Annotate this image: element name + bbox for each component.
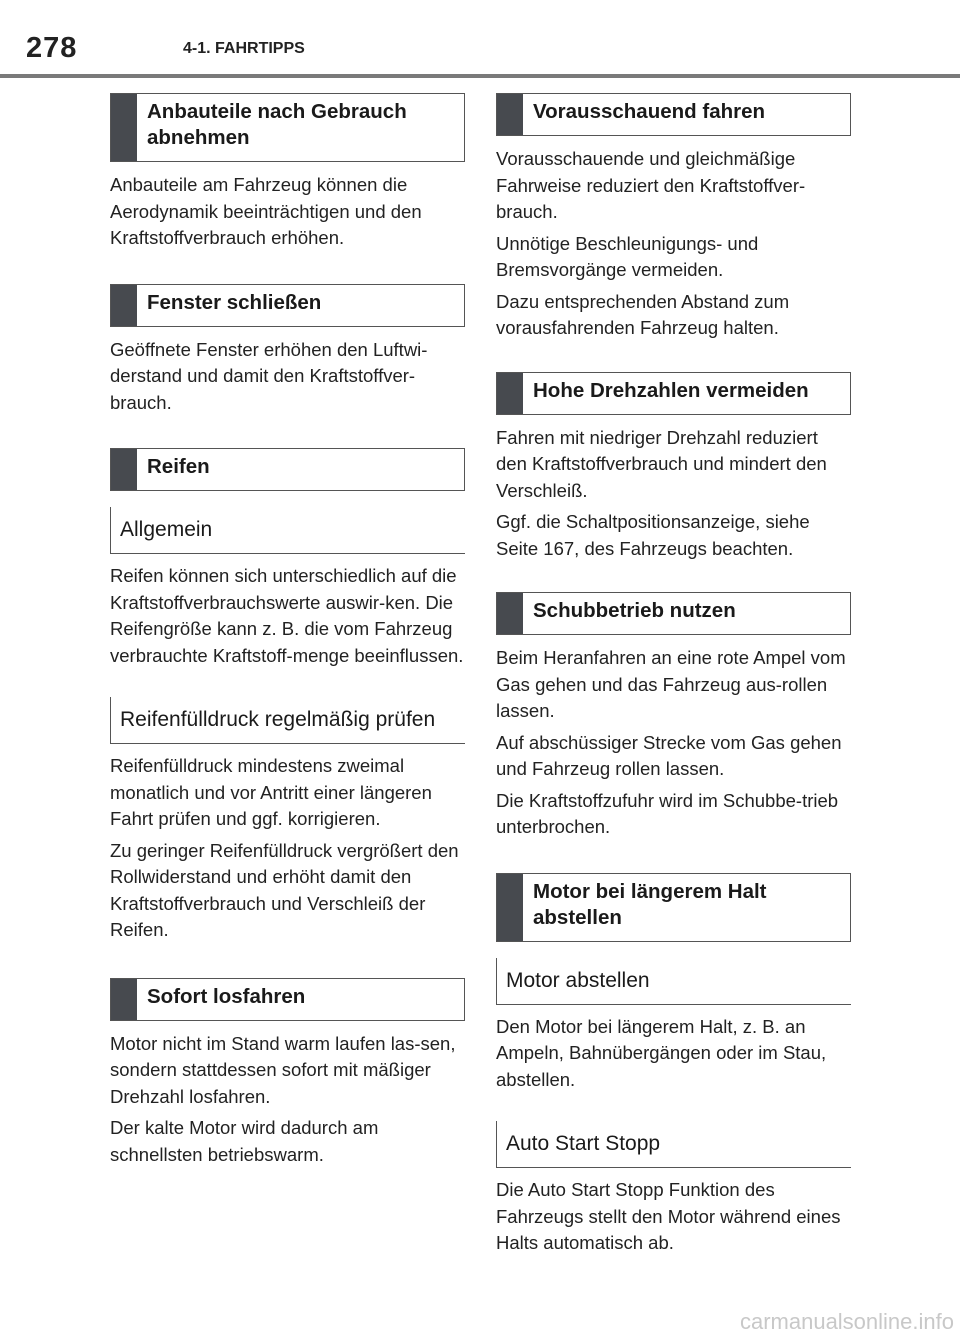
subsection-heading (110, 697, 465, 744)
section-title: Schubbetrieb nutzen (533, 599, 736, 622)
section-title: Anbauteile nach Gebrauch abnehmen (147, 100, 407, 149)
watermark: carmanualsonline.info (739, 1309, 954, 1334)
paragraph: Anbauteile am Fahrzeug können die Aerodynamik beeinträchtigen und den Kraftstoffverbrauch erhöhen. (110, 174, 422, 248)
subsection-heading (110, 507, 465, 554)
heading-bar (111, 285, 137, 326)
paragraph: Beim Heranfahren an eine rote Ampel vom Gas gehen und das Fahrzeug aus-rollen lassen. (496, 647, 846, 721)
right-column (496, 93, 851, 1257)
section-heading (496, 372, 851, 415)
section-heading (110, 448, 465, 491)
heading-bar (111, 94, 137, 161)
paragraph: Reifen können sich unterschiedlich auf die Kraftstoffverbrauchswerte auswir-ken. Die Reifengröße kann z. B. die vom Fahrzeug verbrauchte Kraftstoff-menge beeinflussen. (110, 565, 464, 666)
left-column (110, 93, 465, 1168)
paragraph: Fahren mit niedriger Drehzahl reduziert den Kraftstoffverbrauch und mindert den Verschleiß. (496, 426, 827, 501)
paragraph: Die Kraftstoffzufuhr wird im Schubbe-trieb unterbrochen. (496, 789, 839, 837)
section-title: Reifen (147, 455, 210, 478)
section-title: Fenster schließen (147, 290, 322, 314)
paragraph: Geöffnete Fenster erhöhen den Luftwi-derstand und damit den Kraftstoffver-brauch. (110, 338, 428, 413)
paragraph: Motor nicht im Stand warm laufen las-sen, sondern stattdessen sofort mit mäßiger Drehzahl losfahren. (110, 1032, 456, 1107)
heading-bar (497, 373, 523, 414)
heading-bar (497, 94, 523, 135)
section-heading (496, 592, 851, 635)
page-header (0, 0, 960, 78)
paragraph: Dazu entsprechenden Abstand zum vorausfahrenden Fahrzeug halten. (496, 290, 790, 338)
heading-bar (111, 449, 137, 490)
paragraph: Unnötige Beschleunigungs- und Bremsvorgänge vermeiden. (496, 232, 759, 280)
subsection-heading (496, 958, 851, 1005)
paragraph: Vorausschauende und gleichmäßige Fahrweise reduziert den Kraftstoffver-brauch. (496, 148, 806, 222)
subsection-title: Reifenfülldruck regelmäßig prüfen (120, 708, 436, 731)
header-rule (0, 74, 960, 78)
section-title: Motor bei längerem Halt abstellen (533, 879, 767, 929)
section-heading (110, 284, 465, 327)
subsection-title: Auto Start Stopp (506, 1132, 661, 1155)
section-title: Vorausschauend fahren (533, 100, 766, 123)
heading-bar (497, 593, 523, 634)
paragraph: Ggf. die Schaltpositionsanzeige, siehe Seite 167, des Fahrzeugs beachten. (496, 511, 810, 559)
subsection-heading (496, 1121, 851, 1168)
paragraph: Auf abschüssiger Strecke vom Gas gehen und Fahrzeug rollen lassen. (496, 731, 842, 779)
page-number: 278 (26, 32, 78, 64)
paragraph: Die Auto Start Stopp Funktion des Fahrzeugs stellt den Motor während eines Halts automatisch ab. (496, 1179, 841, 1253)
heading-bar (497, 874, 523, 941)
paragraph: Der kalte Motor wird dadurch am schnellsten betriebswarm. (110, 1117, 379, 1165)
section-heading (110, 93, 465, 162)
section-heading (496, 93, 851, 136)
section-heading (496, 873, 851, 942)
section-heading (110, 978, 465, 1021)
section-title: Sofort losfahren (147, 984, 306, 1008)
heading-bar (111, 979, 137, 1020)
paragraph: Zu geringer Reifenfülldruck vergrößert den Rollwiderstand und erhöht damit den Kraftstoffverbrauch und Verschleiß der Reifen. (110, 839, 459, 940)
paragraph: Den Motor bei längerem Halt, z. B. an Ampeln, Bahnübergängen oder im Stau, abstellen. (496, 1015, 827, 1090)
subsection-title: Motor abstellen (506, 968, 650, 992)
subsection-title: Allgemein (120, 518, 213, 541)
section-title: Hohe Drehzahlen vermeiden (533, 378, 809, 402)
paragraph: Reifenfülldruck mindestens zweimal monatlich und vor Antritt einer längeren Fahrt prüfen und ggf. korrigieren. (110, 755, 432, 829)
chapter-title: 4-1. FAHRTIPPS (183, 40, 305, 57)
